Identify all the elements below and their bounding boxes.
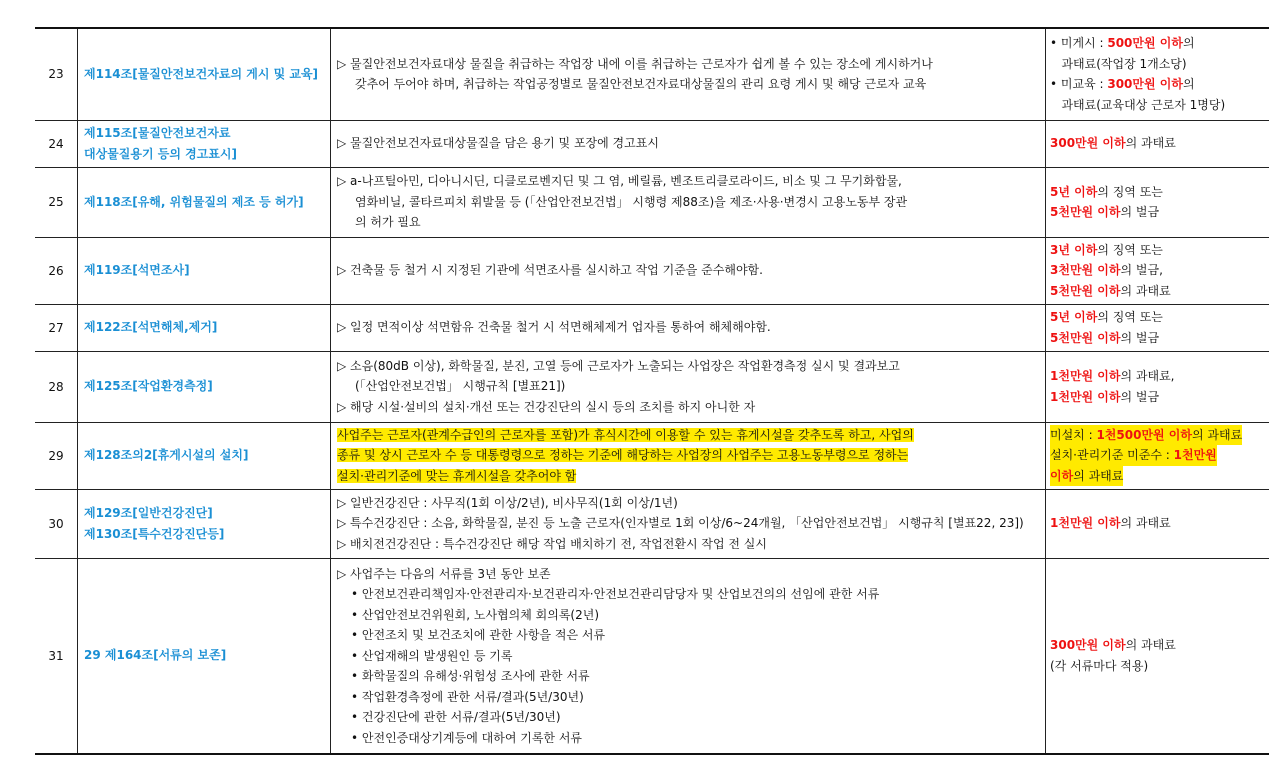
table-row [35, 28, 1269, 120]
penalty-text: 의 벌금 [1120, 205, 1160, 219]
article-line: 제128조의2[휴게시설의 설치] [84, 448, 249, 462]
penalty-amount: 1천만원 이하 [1050, 516, 1121, 531]
description-line [337, 192, 1039, 213]
penalty-amount: 1천500만원 이하 [1096, 427, 1192, 442]
penalty-text: 의 벌금 [1120, 330, 1160, 345]
article-title [78, 120, 331, 167]
table-row [35, 167, 1269, 237]
article-line: 제130조[특수건강진단등] [84, 526, 225, 541]
description-line [337, 534, 1039, 555]
row-number: 31 [35, 558, 78, 754]
article-line: 대상물질용기 등의 경고표시] [84, 146, 237, 161]
penalty-text: 과태료(작업장 1개소당) [1050, 56, 1187, 71]
article-line: 제118조[유해, 위험물질의 제조 등 허가] [84, 194, 304, 209]
description-text: 안전인증대상기계등에 대하여 기록한 서류 [361, 730, 583, 745]
description-line [337, 171, 1039, 192]
description-text: 갖추어 두어야 하며, 취급하는 작업공정별로 물질안전보건자료대상물질의 관리 요령 게시 및 해당 근로자 교육 [355, 77, 927, 92]
penalty-text: 의 징역 또는 [1097, 242, 1163, 257]
penalty-text: 의 [1182, 36, 1195, 51]
description-text: 건강진단에 관한 서류/결과(5년/30년) [361, 710, 561, 724]
description-text: 사업주는 근로자(관계수급인의 근로자를 포함)가 휴식시간에 이용할 수 있는 휴게시설을 갖추도록 하고, 사업의 [337, 427, 914, 442]
description-text: 염화비닐, 콜타르피치 휘발물 등 (「산업안전보건법」 시행령 제88조)을 제조·사용·변경시 고용노동부 장관 [355, 194, 908, 209]
penalty-text: 의 [1182, 77, 1195, 92]
article-title [78, 237, 331, 304]
article-line: 제122조[석면해체,제거] [84, 320, 218, 334]
requirement-description [331, 28, 1046, 120]
table-row [35, 120, 1269, 167]
penalty-line [1050, 240, 1266, 261]
document-list-item [337, 605, 1039, 626]
penalty-line [1050, 54, 1266, 75]
article-title [78, 351, 331, 422]
penalty-line [1050, 74, 1266, 95]
row-number: 29 [35, 422, 78, 489]
description-text: ▷ 일정 면적이상 석면함유 건축물 철거 시 석면해체제거 업자를 통하여 해체해야함. [337, 320, 771, 335]
requirement-description [331, 558, 1046, 754]
penalty-line [1050, 513, 1266, 534]
table-row [35, 558, 1269, 754]
document-list-item [337, 728, 1039, 749]
article-line: 제119조[석면조사] [84, 263, 190, 277]
description-line [337, 212, 1039, 233]
penalty-line [1050, 366, 1266, 387]
description-text: ▷ 배치전건강진단 : 특수건강진단 해당 작업 배치하기 전, 작업전환시 작업 전 실시 [337, 536, 767, 551]
table-row [35, 237, 1269, 304]
penalty-amount: 1천만원 [1173, 448, 1217, 463]
penalty-text: • 미교육 : [1050, 77, 1108, 92]
description-text: ▷ 사업주는 다음의 서류를 3년 동안 보존 [337, 566, 551, 581]
penalty-line [1050, 445, 1217, 466]
description-text: ▷ 해당 시설·설비의 설치·개선 또는 건강진단의 실시 등의 조치를 하지 아니한 자 [337, 399, 756, 414]
requirement-description [331, 167, 1046, 237]
penalty-text: 의 과태료 [1125, 638, 1176, 653]
penalty-text: 의 징역 또는 [1097, 310, 1163, 324]
row-number: 25 [35, 167, 78, 237]
requirement-description [331, 351, 1046, 422]
document-list-item [337, 625, 1039, 646]
penalty-amount: 이하 [1050, 468, 1074, 483]
article-title [78, 167, 331, 237]
description-line [337, 356, 1039, 377]
article-line: 제129조[일반건강진단] [84, 505, 213, 520]
row-number: 28 [35, 351, 78, 422]
penalty-line [1050, 281, 1266, 302]
description-line [337, 445, 1039, 466]
description-text: ▷ a-나프틸아민, 디아니시딘, 디클로로벤지딘 및 그 염, 베릴륨, 벤조트리클로라이드, 비소 및 그 무기화합물, [337, 174, 902, 189]
description-text: 안전보건관리책임자·안전관리자·보건관리자·안전보건관리담당자 및 산업보건의의 선임에 관한 서류 [361, 587, 880, 601]
document-list-item [337, 687, 1039, 708]
description-line [337, 493, 1039, 514]
article-title [78, 558, 331, 754]
penalty-amount: 3천만원 이하 [1050, 263, 1121, 278]
requirement-description [331, 237, 1046, 304]
description-text: 안전조치 및 보건조치에 관한 사항을 적은 서류 [361, 628, 606, 642]
table-row [35, 422, 1269, 489]
penalty-amount: 1천만원 이하 [1050, 389, 1121, 404]
penalty-line [1050, 328, 1266, 349]
description-text: 산업재해의 발생원인 등 기록 [361, 648, 513, 663]
penalty-line [1050, 202, 1266, 223]
penalty-line [1050, 466, 1123, 487]
row-number: 23 [35, 28, 78, 120]
document-list-item [337, 646, 1039, 667]
penalty-text: • 미게시 : [1050, 36, 1108, 51]
description-line [337, 425, 1039, 446]
description-text: ▷ 물질안전보건자료대상 물질을 취급하는 작업장 내에 이를 취급하는 근로자가 쉽게 볼 수 있는 장소에 게시하거나 [337, 56, 933, 71]
description-line [337, 564, 1039, 585]
article-line: 제125조[작업환경측정] [84, 379, 213, 393]
penalty-line [1050, 33, 1266, 54]
penalty [1046, 304, 1269, 351]
article-line: 제115조[물질안전보건자료 [84, 125, 231, 140]
description-line [337, 74, 1039, 95]
penalty-line [1050, 95, 1266, 116]
penalty-text: 과태료(교육대상 근로자 1명당) [1050, 97, 1226, 112]
document-list-item [337, 707, 1039, 728]
penalty-text: 의 과태료 [1192, 427, 1243, 442]
document-list-item [337, 666, 1039, 687]
penalty-amount: 1천만원 이하 [1050, 369, 1121, 383]
penalty-text: 미설치 : [1050, 427, 1097, 442]
description-text: 의 허가 필요 [355, 215, 421, 230]
penalty-line [1050, 182, 1266, 203]
requirement-description [331, 120, 1046, 167]
description-line [337, 466, 1039, 487]
article-line: 제114조[물질안전보건자료의 게시 및 교육] [84, 66, 319, 81]
description-line [337, 54, 1039, 75]
penalty [1046, 120, 1269, 167]
row-number: 24 [35, 120, 78, 167]
penalty-amount: 300만원 이하 [1050, 638, 1126, 653]
penalty-amount: 5천만원 이하 [1050, 205, 1121, 219]
penalty-text: 의 과태료 [1125, 136, 1176, 151]
penalty [1046, 237, 1269, 304]
description-line [337, 397, 1039, 418]
penalty [1046, 351, 1269, 422]
penalty-text: 의 벌금, [1120, 263, 1163, 278]
penalty-text: (각 서류마다 적용) [1050, 658, 1149, 673]
description-line [337, 260, 1039, 281]
description-text: ▷ 소음(80dB 이상), 화학물질, 분진, 고열 등에 근로자가 노출되는 사업장은 작업환경측정 실시 및 결과보고 [337, 358, 900, 373]
penalty-amount: 5년 이하 [1050, 184, 1098, 199]
penalty-amount: 300만원 이하 [1107, 77, 1183, 92]
penalty [1046, 558, 1269, 754]
penalty-amount: 5천만원 이하 [1050, 283, 1121, 298]
description-text: ▷ 특수건강진단 : 소음, 화학물질, 분진 등 노출 근로자(인자별로 1회 이상/6~24개월, 「산업안전보건법」 시행규칙 [별표22, 23]) [337, 516, 1024, 531]
description-text: 산업안전보건위원회, 노사협의체 회의록(2년) [361, 607, 600, 622]
penalty-text: 의 과태료 [1073, 468, 1124, 483]
penalty-text: 의 과태료 [1120, 516, 1171, 531]
description-line [337, 513, 1039, 534]
article-title [78, 304, 331, 351]
description-text: ▷ 건축물 등 철거 시 지정된 기관에 석면조사를 실시하고 작업 기준을 준수해야함. [337, 263, 763, 278]
penalty-line [1050, 425, 1242, 446]
penalty [1046, 167, 1269, 237]
penalty-text: 의 과태료, [1120, 369, 1175, 383]
row-number: 30 [35, 489, 78, 558]
penalty [1046, 28, 1269, 120]
document-list-item [337, 584, 1039, 605]
penalty-line [1050, 635, 1266, 656]
description-text: 설치·관리기준에 맞는 휴게시설을 갖추어야 함 [337, 468, 577, 483]
article-line: 29 제164조[서류의 보존] [84, 648, 227, 663]
table-row [35, 351, 1269, 422]
requirement-description [331, 489, 1046, 558]
penalty-line [1050, 133, 1266, 154]
penalty-text: 설치·관리기준 미준수 : [1050, 448, 1174, 463]
penalty-amount: 5천만원 이하 [1050, 330, 1121, 345]
penalty-line [1050, 307, 1266, 328]
regulation-table [35, 27, 1269, 755]
description-text: (「산업안전보건법」 시행규칙 [별표21]) [355, 379, 566, 394]
table-row [35, 304, 1269, 351]
requirement-description [331, 422, 1046, 489]
penalty [1046, 422, 1269, 489]
description-text: ▷ 일반건강진단 : 사무직(1회 이상/2년), 비사무직(1회 이상/1년) [337, 495, 678, 510]
penalty [1046, 489, 1269, 558]
penalty-text: 의 벌금 [1120, 389, 1160, 404]
penalty-amount: 300만원 이하 [1050, 136, 1126, 151]
description-text: 종류 및 상시 근로자 수 등 대통령령으로 정하는 기준에 해당하는 사업장의 사업주는 고용노동부령으로 정하는 [337, 448, 909, 463]
article-title [78, 422, 331, 489]
article-title [78, 28, 331, 120]
row-number: 26 [35, 237, 78, 304]
penalty-text: 의 징역 또는 [1097, 184, 1163, 199]
penalty-line [1050, 260, 1266, 281]
penalty-line [1050, 387, 1266, 408]
description-text: 화학물질의 유해성·위험성 조사에 관한 서류 [361, 669, 590, 683]
description-text: ▷ 물질안전보건자료대상물질을 담은 용기 및 포장에 경고표시 [337, 136, 659, 151]
penalty-amount: 500만원 이하 [1107, 36, 1183, 51]
description-line [337, 317, 1039, 338]
row-number: 27 [35, 304, 78, 351]
penalty-text: 의 과태료 [1120, 283, 1171, 298]
description-line [337, 376, 1039, 397]
requirement-description [331, 304, 1046, 351]
description-text: 작업환경측정에 관한 서류/결과(5년/30년) [361, 689, 584, 704]
article-title [78, 489, 331, 558]
penalty-line [1050, 656, 1266, 677]
penalty-amount: 3년 이하 [1050, 242, 1098, 257]
description-line [337, 133, 1039, 154]
table-row [35, 489, 1269, 558]
penalty-amount: 5년 이하 [1050, 310, 1098, 324]
